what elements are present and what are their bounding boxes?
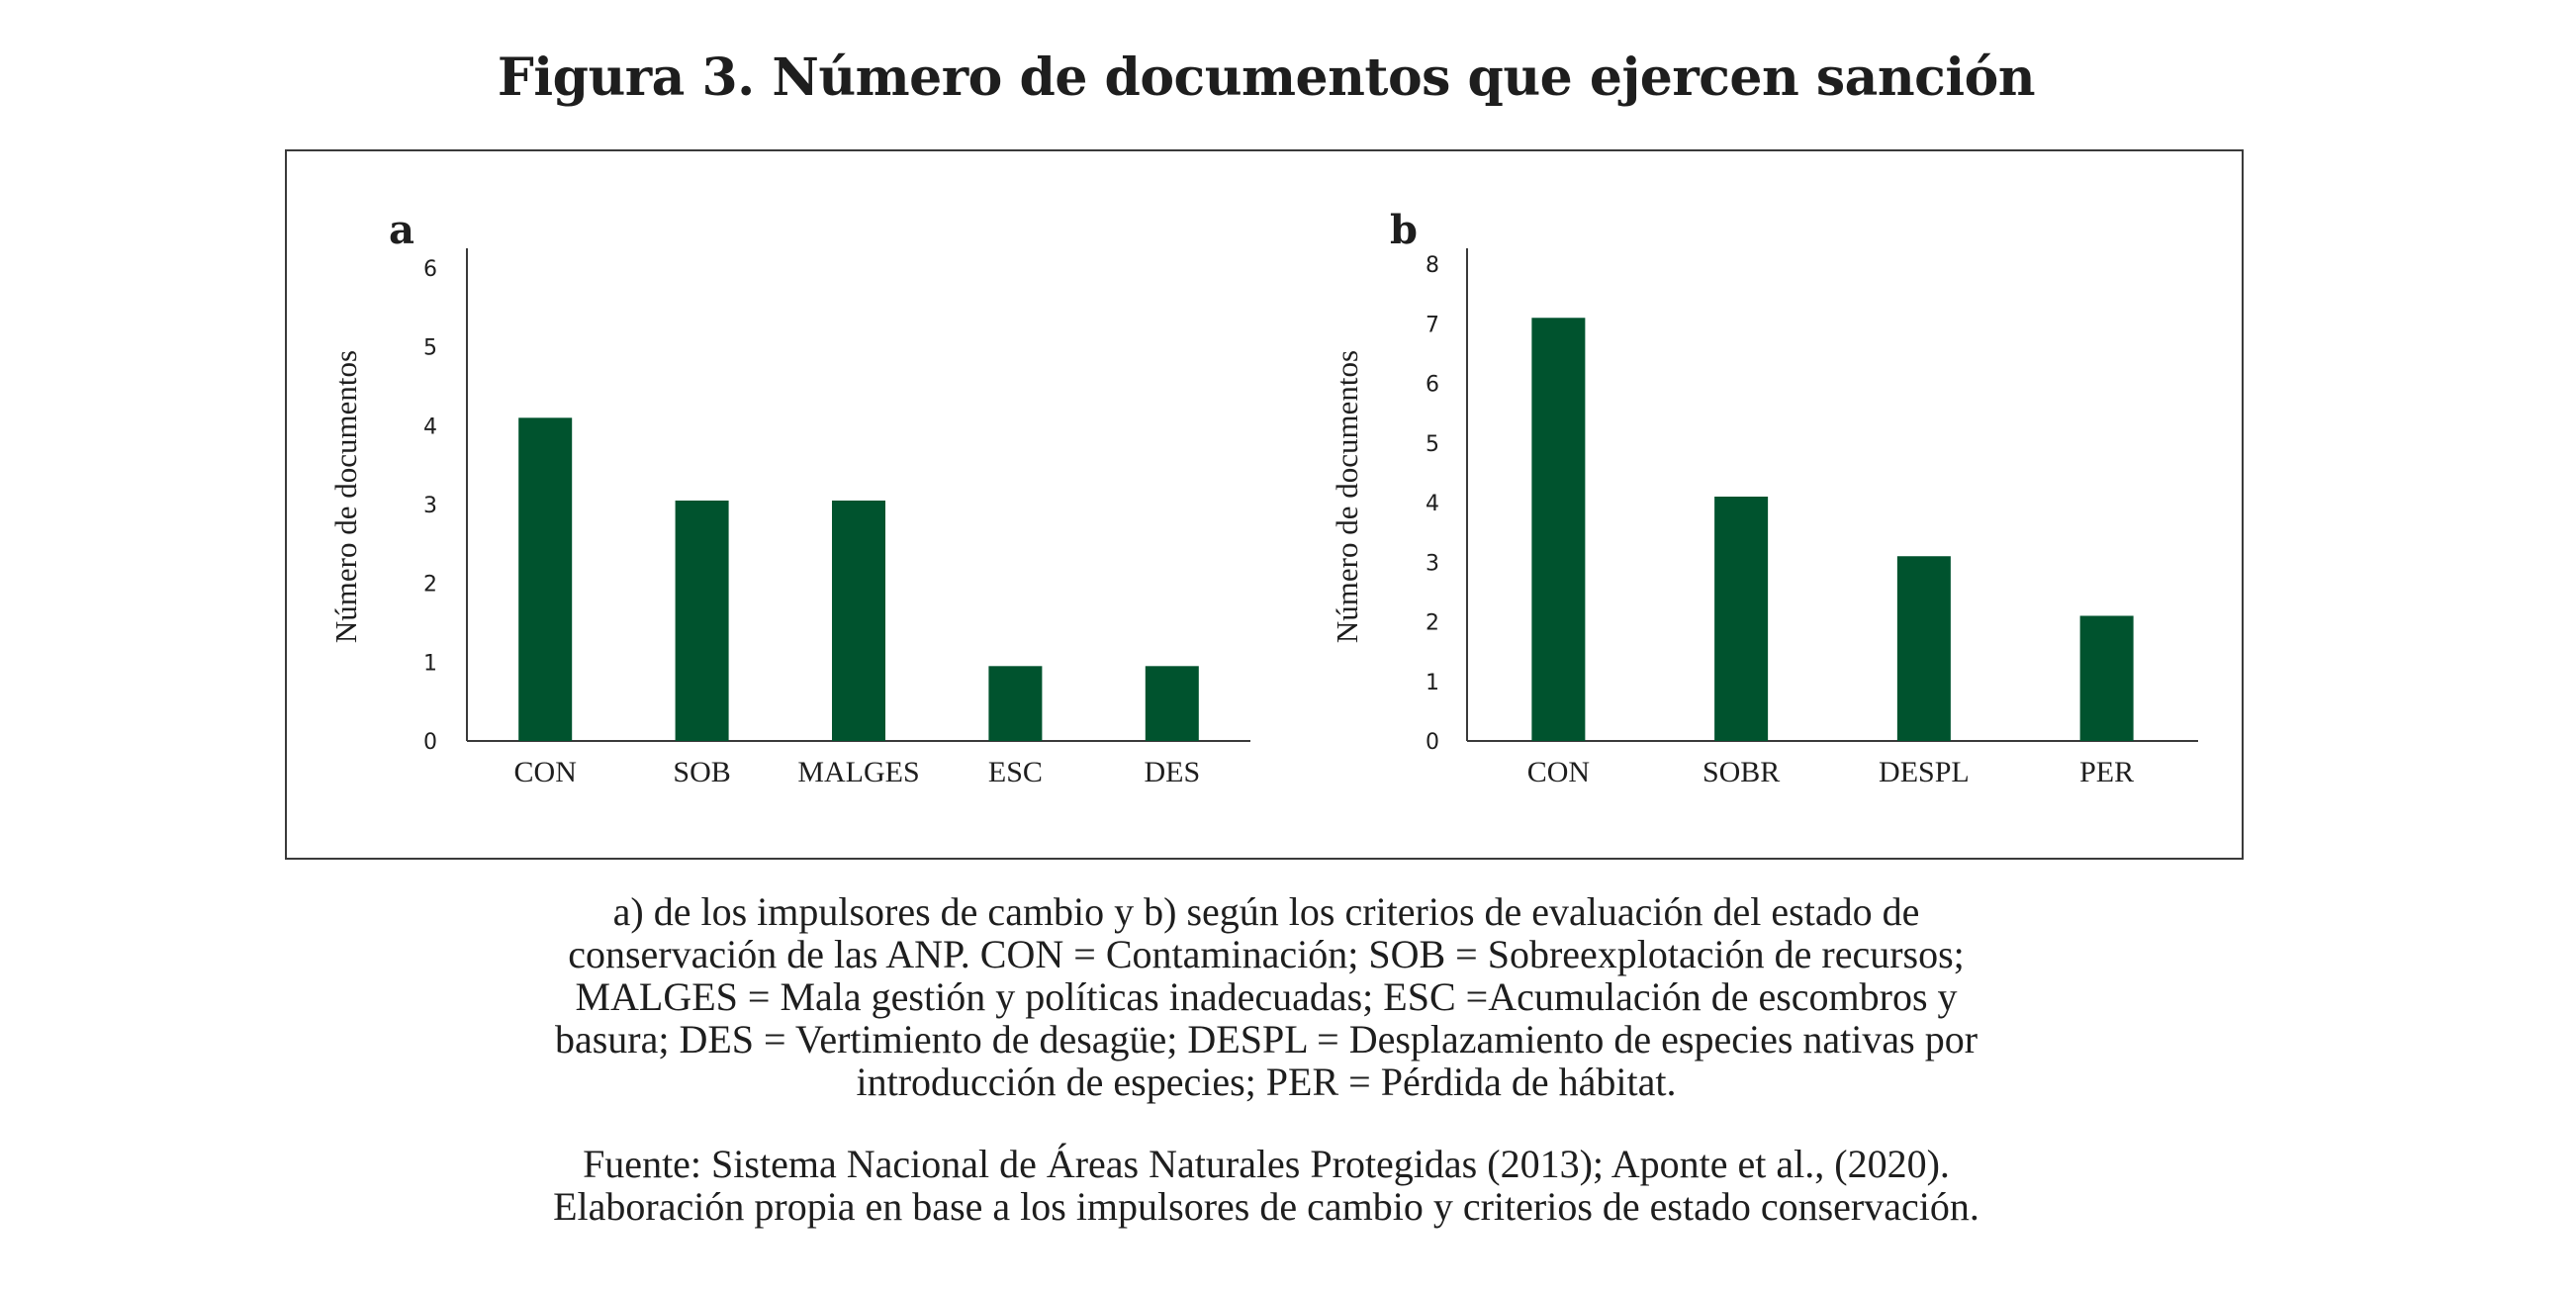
source-line: Fuente: Sistema Nacional de Áreas Naturales Protegidas (2013); Aponte et al., (2020). [583,1142,1950,1186]
bar-esc [988,666,1042,741]
y-axis-label: Número de documentos [1330,349,1364,644]
bar-per [2080,615,2134,741]
y-tick-label: 7 [1426,313,1439,338]
y-tick-label: 1 [1426,670,1439,695]
x-tick-label: CON [1526,756,1591,788]
y-tick-label: 8 [1426,253,1439,279]
caption-spacer [376,1103,2157,1143]
y-tick-label: 3 [423,493,437,518]
y-tick-label: 1 [423,651,437,677]
y-tick-label: 5 [423,335,437,361]
source-line: Elaboración propia en base a los impulsores de cambio y criterios de estado conservación. [553,1184,1979,1229]
caption-line: introducción de especies; PER = Pérdida de hábitat. [856,1060,1677,1104]
x-tick-label: SOB [673,756,731,788]
caption-line: conservación de las ANP. CON = Contaminación; SOB = Sobreexplotación de recursos; [568,932,1965,976]
y-tick-label: 4 [423,415,437,440]
x-tick-label: DES [1144,756,1201,788]
bar-con [1531,318,1585,741]
y-tick-label: 2 [1426,610,1439,636]
y-tick-label: 5 [1426,431,1439,457]
y-tick-label: 3 [1426,551,1439,577]
x-tick-label: SOBR [1702,756,1781,788]
y-tick-label: 2 [423,572,437,598]
y-tick-label: 0 [423,730,437,755]
bar-malges [832,501,885,741]
caption-line: basura; DES = Vertimiento de desagüe; DESPL = Desplazamiento de especies nativas por [554,1017,1978,1061]
charts-svg [287,151,2242,858]
x-tick-label: DESPL [1879,756,1970,788]
x-tick-label: CON [513,756,577,788]
chart-frame [285,149,2244,860]
figure-title: Figura 3. Número de documentos que ejercen sanción [497,47,2036,108]
y-tick-label: 6 [423,256,437,282]
bar-sob [676,501,729,741]
y-tick-label: 4 [1426,492,1439,517]
caption-line: MALGES = Mala gestión y políticas inadecuadas; ESC =Acumulación de escombros y [575,974,1958,1019]
bar-des [1146,666,1199,741]
y-tick-label: 0 [1426,730,1439,755]
caption-line: a) de los impulsores de cambio y b) según los criterios de evaluación del estado de [612,889,1920,934]
bar-con [518,417,572,741]
x-tick-label: MALGES [797,756,920,788]
bar-sobr [1714,497,1768,741]
y-axis-label: Número de documentos [328,349,363,644]
panel-label: a [389,207,414,253]
x-tick-label: ESC [987,756,1043,788]
y-tick-label: 6 [1426,372,1439,398]
figure-caption [376,890,2157,1228]
x-tick-label: PER [2079,756,2135,788]
panel-label: b [1390,207,1418,253]
bar-despl [1897,556,1951,741]
